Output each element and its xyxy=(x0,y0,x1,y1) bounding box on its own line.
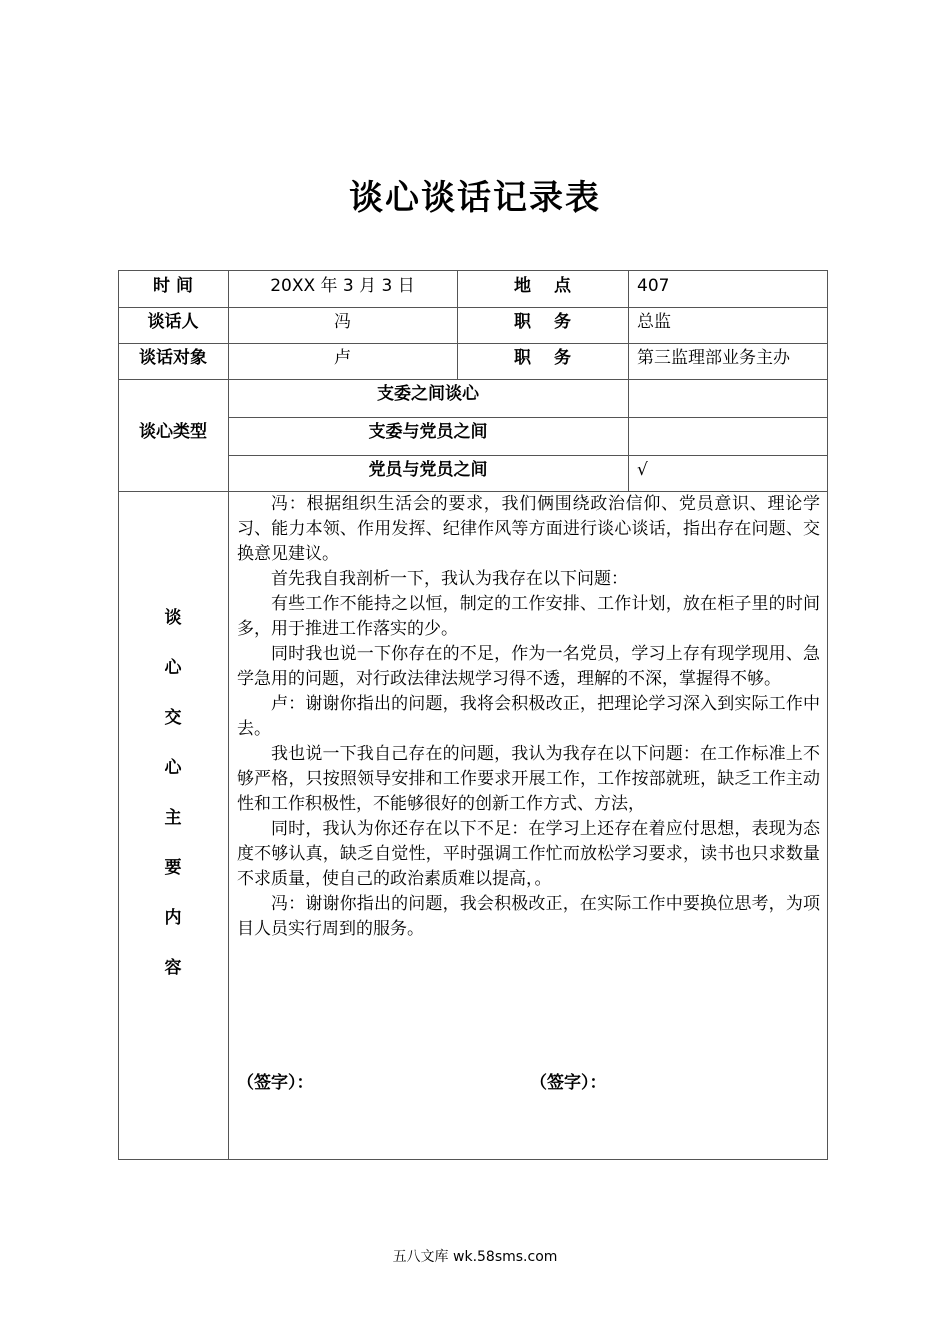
paragraph: 卢：谢谢你指出的问题，我将会积极改正，把理论学习深入到实际工作中去。 xyxy=(237,694,820,739)
talk-type-label: 谈心类型 xyxy=(139,422,207,442)
talker-label: 谈话人 xyxy=(147,312,199,332)
content-label: 谈 心 交 心 主 要 内 容 xyxy=(164,608,182,978)
paragraph: 同时，我认为你还存在以下不足：在学习上还存在着应付思想，表现为态度不够认真，缺乏自觉性，平时强调工作忙而放松学习要求，读书也只求数量不求质量，使自己的政治素质难以提高，。 xyxy=(237,819,820,889)
talk-type-option: 支委与党员之间 xyxy=(368,422,488,442)
target-position-value: 第三监理部业务主办 xyxy=(637,348,790,368)
table-divider xyxy=(118,379,828,380)
table-divider xyxy=(228,455,828,456)
table-divider xyxy=(228,417,828,418)
talker-position-label: 职 务 xyxy=(514,312,571,332)
paragraph: 我也说一下我自己存在的问题，我认为我存在以下问题：在工作标准上不够严格，只按照领导安排和工作要求开展工作，工作按部就班，缺乏工作主动性和工作积极性，不能够很好的创新工作方式、方法， xyxy=(237,744,820,814)
paragraph: 首先我自我剖析一下，我认为我存在以下问题： xyxy=(271,569,628,589)
page-title: 谈心谈话记录表 xyxy=(349,178,601,218)
talker-value: 冯 xyxy=(334,312,351,332)
target-label: 谈话对象 xyxy=(139,348,207,368)
target-position-label: 职 务 xyxy=(514,348,571,368)
time-value: 20XX 年 3 月 3 日 xyxy=(270,276,415,296)
conversation-content xyxy=(237,492,820,942)
table-divider xyxy=(628,270,629,491)
table-divider xyxy=(118,307,828,308)
paragraph: 冯：根据组织生活会的要求，我们俩围绕政治信仰、党员意识、理论学习、能力本领、作用发挥、纪律作风等方面进行谈心谈话，指出存在问题、交换意见建议。 xyxy=(237,494,820,564)
signature-field-2: （签字）： xyxy=(530,1073,607,1093)
target-value: 卢 xyxy=(334,348,351,368)
talk-type-option: 党员与党员之间 xyxy=(368,460,488,480)
location-value: 407 xyxy=(637,276,670,296)
talk-type-check-mark: √ xyxy=(637,460,648,480)
paragraph: 同时我也说一下你存在的不足，作为一名党员，学习上存有现学现用、急学急用的问题，对行政法律法规学习得不透，理解的不深，掌握得不够。 xyxy=(237,644,820,689)
talk-type-option: 支委之间谈心 xyxy=(377,384,479,404)
signature-field-1: （签字）： xyxy=(237,1073,314,1093)
talker-position-value: 总监 xyxy=(637,312,671,332)
paragraph: 冯：谢谢你指出的问题，我会积极改正，在实际工作中要换位思考，为项目人员实行周到的服务。 xyxy=(237,894,820,939)
table-divider xyxy=(118,343,828,344)
time-label: 时 间 xyxy=(153,276,193,296)
footer-watermark: 五八文库 wk.58sms.com xyxy=(392,1249,558,1265)
paragraph: 有些工作不能持之以恒，制定的工作安排、工作计划，放在柜子里的时间多，用于推进工作落实的少。 xyxy=(237,594,820,639)
location-label: 地 点 xyxy=(514,276,571,296)
